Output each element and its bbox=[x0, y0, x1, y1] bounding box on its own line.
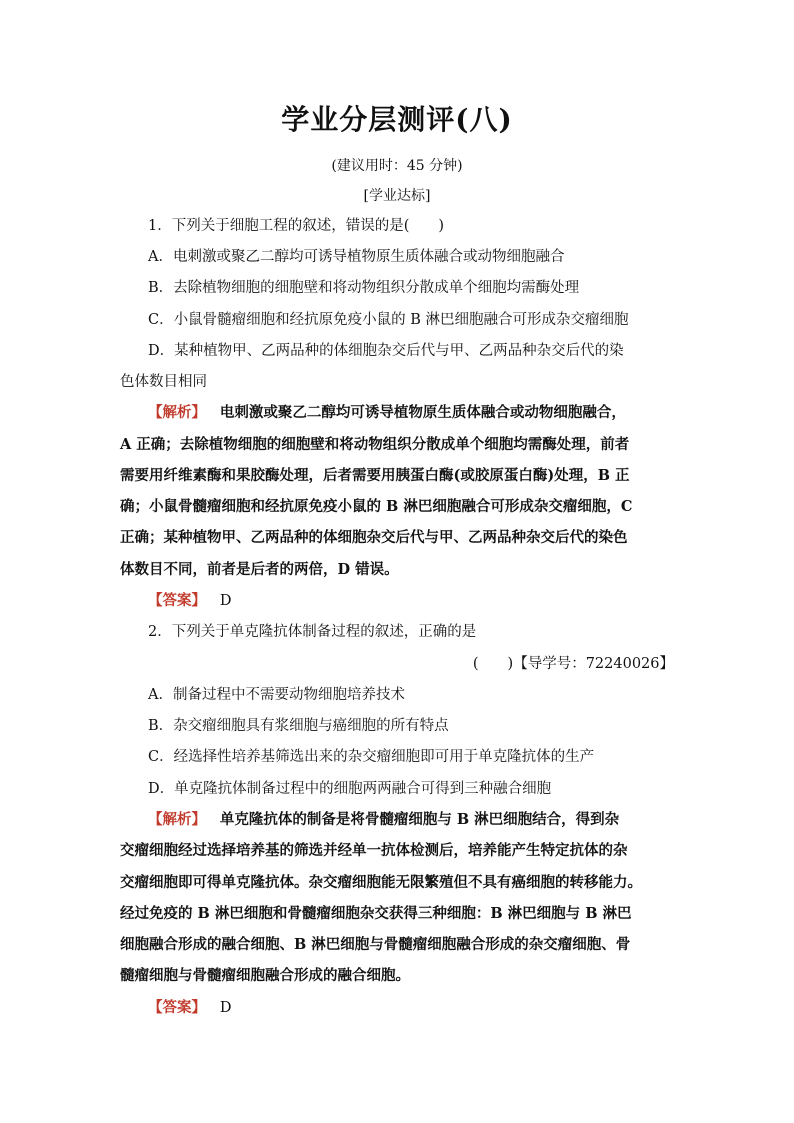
q1-answer-line bbox=[148, 591, 231, 611]
q2-option-b: B．杂交瘤细胞具有浆细胞与癌细胞的所有特点 bbox=[148, 718, 449, 734]
analysis-text: 电刺激或聚乙二醇均可诱导植物原生质体融合或动物细胞融合， bbox=[219, 404, 626, 421]
q2-stem-end: ( )【导学号：72240026】 bbox=[472, 656, 674, 672]
q1-option-d-cont: 色体数目相同 bbox=[120, 374, 207, 390]
answer-tag: 【答案】 bbox=[148, 999, 206, 1016]
analysis-text: 确；小鼠骨髓瘤细胞和经抗原免疫小鼠的 B 淋巴细胞融合可形成杂交瘤细胞，C bbox=[120, 498, 633, 515]
q1-option-a: A．电刺激或聚乙二醇均可诱导植物原生质体融合或动物细胞融合 bbox=[148, 249, 565, 265]
q1-option-b: B．去除植物细胞的细胞壁和将动物组织分散成单个细胞均需酶处理 bbox=[148, 280, 580, 296]
analysis-text: 单克隆抗体的制备是将骨髓瘤细胞与 B 淋巴细胞结合，得到杂 bbox=[219, 811, 620, 828]
q2-option-d: D．单克隆抗体制备过程中的细胞两两融合可得到三种融合细胞 bbox=[148, 781, 552, 797]
answer-value: D bbox=[219, 593, 232, 609]
answer-value: D bbox=[219, 1000, 232, 1016]
q2-answer-line bbox=[148, 998, 231, 1018]
page-title: 学业分层测评(八) bbox=[281, 103, 513, 136]
analysis-tag: 【解析】 bbox=[148, 811, 206, 828]
analysis-text: 正确；某种植物甲、乙两品种的体细胞杂交后代与甲、乙两品种杂交后代的染色 bbox=[120, 529, 628, 546]
section-heading: [学业达标] bbox=[363, 188, 431, 204]
analysis-tag: 【解析】 bbox=[148, 404, 206, 421]
analysis-text: A 正确；去除植物细胞的细胞壁和将动物组织分散成单个细胞均需酶处理，前者 bbox=[120, 436, 630, 453]
q2-option-c: C．经选择性培养基筛选出来的杂交瘤细胞即可用于单克隆抗体的生产 bbox=[148, 749, 595, 765]
q2-stem: 2．下列关于单克隆抗体制备过程的叙述，正确的是 bbox=[148, 624, 477, 640]
q1-analysis-line bbox=[148, 403, 626, 423]
time-hint: (建议用时：45 分钟) bbox=[331, 158, 463, 174]
answer-tag: 【答案】 bbox=[148, 592, 206, 609]
analysis-text: 交瘤细胞即可得单克隆抗体。杂交瘤细胞能无限繁殖但不具有癌细胞的转移能力。 bbox=[120, 874, 642, 891]
q2-option-a: A．制备过程中不需要动物细胞培养技术 bbox=[148, 687, 405, 703]
q1-option-c: C．小鼠骨髓瘤细胞和经抗原免疫小鼠的 B 淋巴细胞融合可形成杂交瘤细胞 bbox=[148, 312, 629, 328]
q2-analysis-line bbox=[148, 810, 619, 830]
q1-stem: 1．下列关于细胞工程的叙述，错误的是( ) bbox=[148, 218, 445, 234]
analysis-text: 需要用纤维素酶和果胶酶处理，后者需要用胰蛋白酶(或胶原蛋白酶)处理，B 正 bbox=[120, 467, 630, 484]
analysis-text: 细胞融合形成的融合细胞、B 淋巴细胞与骨髓瘤细胞融合形成的杂交瘤细胞、骨 bbox=[120, 936, 631, 953]
q1-option-d: D．某种植物甲、乙两品种的体细胞杂交后代与甲、乙两品种杂交后代的染 bbox=[148, 343, 624, 359]
analysis-text: 交瘤细胞经过选择培养基的筛选并经单一抗体检测后，培养能产生特定抗体的杂 bbox=[120, 842, 628, 859]
analysis-text: 髓瘤细胞与骨髓瘤细胞融合形成的融合细胞。 bbox=[120, 967, 410, 984]
analysis-text: 体数目不同，前者是后者的两倍，D 错误。 bbox=[120, 561, 399, 578]
analysis-text: 经过免疫的 B 淋巴细胞和骨髓瘤细胞杂交获得三种细胞：B 淋巴细胞与 B 淋巴 bbox=[120, 905, 632, 922]
